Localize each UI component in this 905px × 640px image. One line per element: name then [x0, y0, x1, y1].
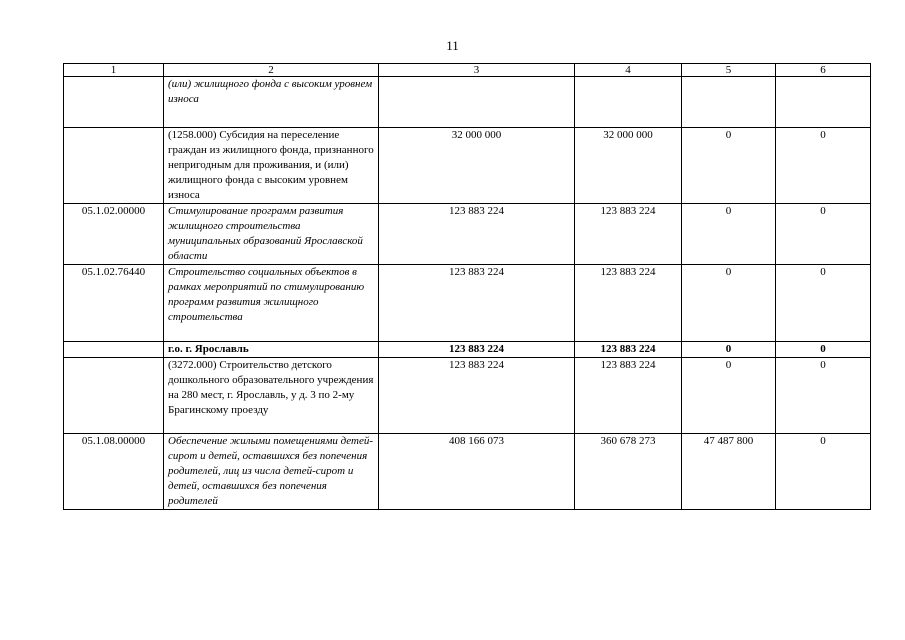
- row-code: 05.1.08.00000: [64, 434, 164, 510]
- row-value-5: 0: [682, 265, 776, 342]
- column-header-6: 6: [776, 64, 871, 77]
- table-row: [64, 265, 871, 342]
- row-value-3: [379, 77, 575, 128]
- row-value-6: [776, 77, 871, 128]
- row-code: [64, 77, 164, 128]
- row-description: (1258.000) Субсидия на переселение граждан из жилищного фонда, признанного непригодным для проживания, и (или) жилищного фонда с высоким уровнем износа: [164, 128, 379, 204]
- row-value-4: 123 883 224: [575, 358, 682, 434]
- row-value-3: 123 883 224: [379, 204, 575, 265]
- row-value-4: 123 883 224: [575, 265, 682, 342]
- row-value-6: 0: [776, 434, 871, 510]
- row-value-6: 0: [776, 265, 871, 342]
- column-header-1: 1: [64, 64, 164, 77]
- row-value-3: 123 883 224: [379, 342, 575, 358]
- row-value-5: 0: [682, 128, 776, 204]
- row-description: Стимулирование программ развития жилищного строительства муниципальных образований Ярославской области: [164, 204, 379, 265]
- budget-table: [63, 63, 871, 510]
- column-header-4: 4: [575, 64, 682, 77]
- row-code: 05.1.02.76440: [64, 265, 164, 342]
- row-value-4: 123 883 224: [575, 204, 682, 265]
- row-value-3: 123 883 224: [379, 358, 575, 434]
- row-value-4: 123 883 224: [575, 342, 682, 358]
- table-row: [64, 204, 871, 265]
- row-value-3: 408 166 073: [379, 434, 575, 510]
- row-description: (3272.000) Строительство детского дошкольного образовательного учреждения на 280 мест, г. Ярославль, у д. 3 по 2-му Брагинскому проезду: [164, 358, 379, 434]
- row-value-5: [682, 77, 776, 128]
- row-value-5: 47 487 800: [682, 434, 776, 510]
- row-value-6: 0: [776, 128, 871, 204]
- table-row: [64, 358, 871, 434]
- row-code: [64, 342, 164, 358]
- row-value-4: 32 000 000: [575, 128, 682, 204]
- table-row: [64, 434, 871, 510]
- header-row: [64, 64, 871, 77]
- column-header-5: 5: [682, 64, 776, 77]
- row-value-5: 0: [682, 358, 776, 434]
- row-value-6: 0: [776, 204, 871, 265]
- row-code: [64, 358, 164, 434]
- row-value-3: 32 000 000: [379, 128, 575, 204]
- row-code: 05.1.02.00000: [64, 204, 164, 265]
- row-value-6: 0: [776, 358, 871, 434]
- table-row-total: [64, 342, 871, 358]
- row-code: [64, 128, 164, 204]
- row-value-6: 0: [776, 342, 871, 358]
- row-value-3: 123 883 224: [379, 265, 575, 342]
- row-description: г.о. г. Ярославль: [164, 342, 379, 358]
- column-header-2: 2: [164, 64, 379, 77]
- row-description: (или) жилищного фонда с высоким уровнем износа: [164, 77, 379, 128]
- row-value-4: [575, 77, 682, 128]
- page-number: 11: [446, 38, 459, 53]
- column-header-3: 3: [379, 64, 575, 77]
- row-value-5: 0: [682, 342, 776, 358]
- table-row: [64, 77, 871, 128]
- row-description: Строительство социальных объектов в рамках мероприятий по стимулированию программ развития жилищного строительства: [164, 265, 379, 342]
- table-row: [64, 128, 871, 204]
- row-value-5: 0: [682, 204, 776, 265]
- row-value-4: 360 678 273: [575, 434, 682, 510]
- row-description: Обеспечение жилыми помещениями детей-сирот и детей, оставшихся без попечения родителей, лиц из числа детей-сирот и детей, оставшихся без попечения родителей: [164, 434, 379, 510]
